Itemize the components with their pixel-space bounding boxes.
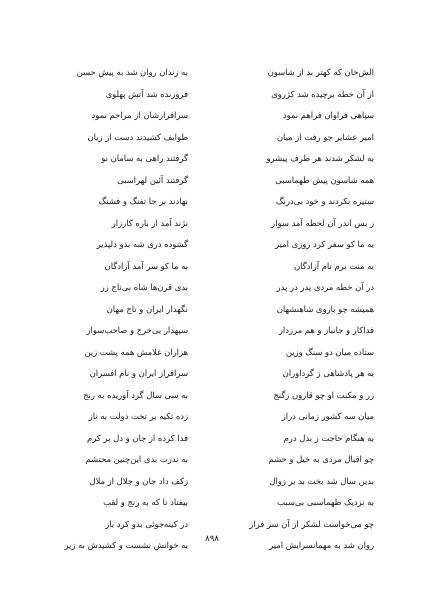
- right-hemistich-line: بدین سال شد بخت بد بر زوال: [269, 475, 374, 486]
- left-hemistich-line: سرافرازشان از مراحم نمود: [91, 110, 188, 120]
- right-hemistich-line: چو می‌خواست لشکر از آن سر فراز: [249, 518, 374, 529]
- right-hemistich-line: ستاده میان دو سنگ وزین: [285, 346, 374, 357]
- left-hemistich-line: گشوده دری شه بدو دلپذیر: [96, 239, 188, 249]
- right-hemistich-line: سپاهی فراوان فراهم نمود: [282, 110, 374, 120]
- right-hemistich-line: از آن خطه برچیده شد کژروی: [271, 88, 374, 99]
- left-hemistich-line: سپهدار بی‌خرج و صاحب‌سوار: [86, 325, 188, 335]
- right-hemistich-line: امیر عشایر چو رفت از میان: [276, 131, 374, 142]
- right-hemistich-line: همه شاسون پیش طهماسبی: [275, 174, 374, 185]
- right-hemistich-line: به نزدیک طهماسبی بی‌سبب: [277, 497, 374, 507]
- left-hemistich-line: سرافراز ایران و نام افسران: [89, 368, 188, 378]
- right-hemistich-line: میان سه کشور زمانی دراز: [281, 411, 374, 421]
- right-hemistich-line: به ما کو سفر کرد روزی امیر: [274, 239, 374, 249]
- right-hemistich-line: به منت برم نام آزادگان: [293, 260, 374, 271]
- poem-right-column: [204, 62, 374, 557]
- left-hemistich-line: زکف داد جان و جلال از ملال: [89, 475, 188, 486]
- right-hemistich-line: به هر پادشاهی ز گرداوران: [282, 368, 374, 378]
- left-hemistich-line: در کینه‌جوئی بدو کرد باز: [105, 518, 188, 529]
- page-number: ۸۹۸: [205, 534, 219, 544]
- left-hemistich-line: نژند آمد از باره کارزار: [111, 217, 188, 228]
- right-hemistich-line: الش‌خان که کهتر بد از شاسون: [267, 67, 374, 77]
- left-hemistich-line: زده تکیه بر تخت دولت به ناز: [88, 411, 188, 421]
- left-hemistich-line: نهادند بر جا تفنگ و فشنگ: [98, 196, 188, 206]
- left-hemistich-line: به ندرت بدی این‌چنین محتشم: [85, 454, 188, 464]
- right-hemistich-line: زر و مکنت او چو قارون زگنج: [273, 389, 374, 400]
- right-hemistich-line: ز بس اندر آن لحظه آمد سوار: [271, 217, 374, 228]
- left-hemistich-line: گرفتند آئین لهراسبی: [117, 174, 188, 185]
- left-hemistich-line: فدا کرده از جان و دل بر کرم: [87, 432, 188, 443]
- right-hemistich-line: روان شد به مهمانسرایش امیر: [269, 540, 374, 550]
- left-hemistich-line: نگهدار ایران و تاج مهان: [106, 303, 188, 314]
- left-hemistich-line: به خوانش نشست و کشیدش به زیر: [64, 540, 188, 550]
- left-hemistich-line: فروزنده شد آتش پهلوی: [105, 88, 188, 99]
- right-hemistich-line: به هنگام حاجت ز بذل درم: [283, 432, 374, 443]
- left-hemistich-line: به زندان روان شد به پیش حسن: [76, 67, 188, 77]
- left-hemistich-line: به سی سال گرد آوریده به رنج: [83, 389, 188, 400]
- right-hemistich-line: فداکار و جانباز و هم مرزدار: [278, 325, 374, 335]
- left-hemistich-line: هزاران غلامش همه پشت زین: [84, 346, 188, 357]
- left-hemistich-line: بیفتاد تا که به رنج و لقب: [103, 497, 188, 507]
- poem-left-column: [18, 62, 188, 557]
- left-hemistich-line: بدی قرن‌ها شاه بی‌تاج زر: [100, 282, 188, 292]
- right-hemistich-line: ستیزه نکردند و خود بی‌درنگ: [276, 196, 374, 206]
- left-hemistich-line: به ما کو سر آمد آزادگان: [104, 260, 188, 271]
- left-hemistich-line: طوایف کشیدند دست از زیان: [87, 131, 188, 142]
- right-hemistich-line: همیشه چو بازوی شاهنشهان: [276, 303, 374, 314]
- right-hemistich-line: در آن خطه مردی پدر در پدر: [276, 282, 374, 292]
- right-hemistich-line: چو اقبال مردی به خیل و حشم: [268, 454, 374, 464]
- left-hemistich-line: گرفتند راهی به سامان نو: [101, 153, 188, 163]
- right-hemistich-line: به لشکر شدند هر طرف پیشرو: [266, 153, 374, 163]
